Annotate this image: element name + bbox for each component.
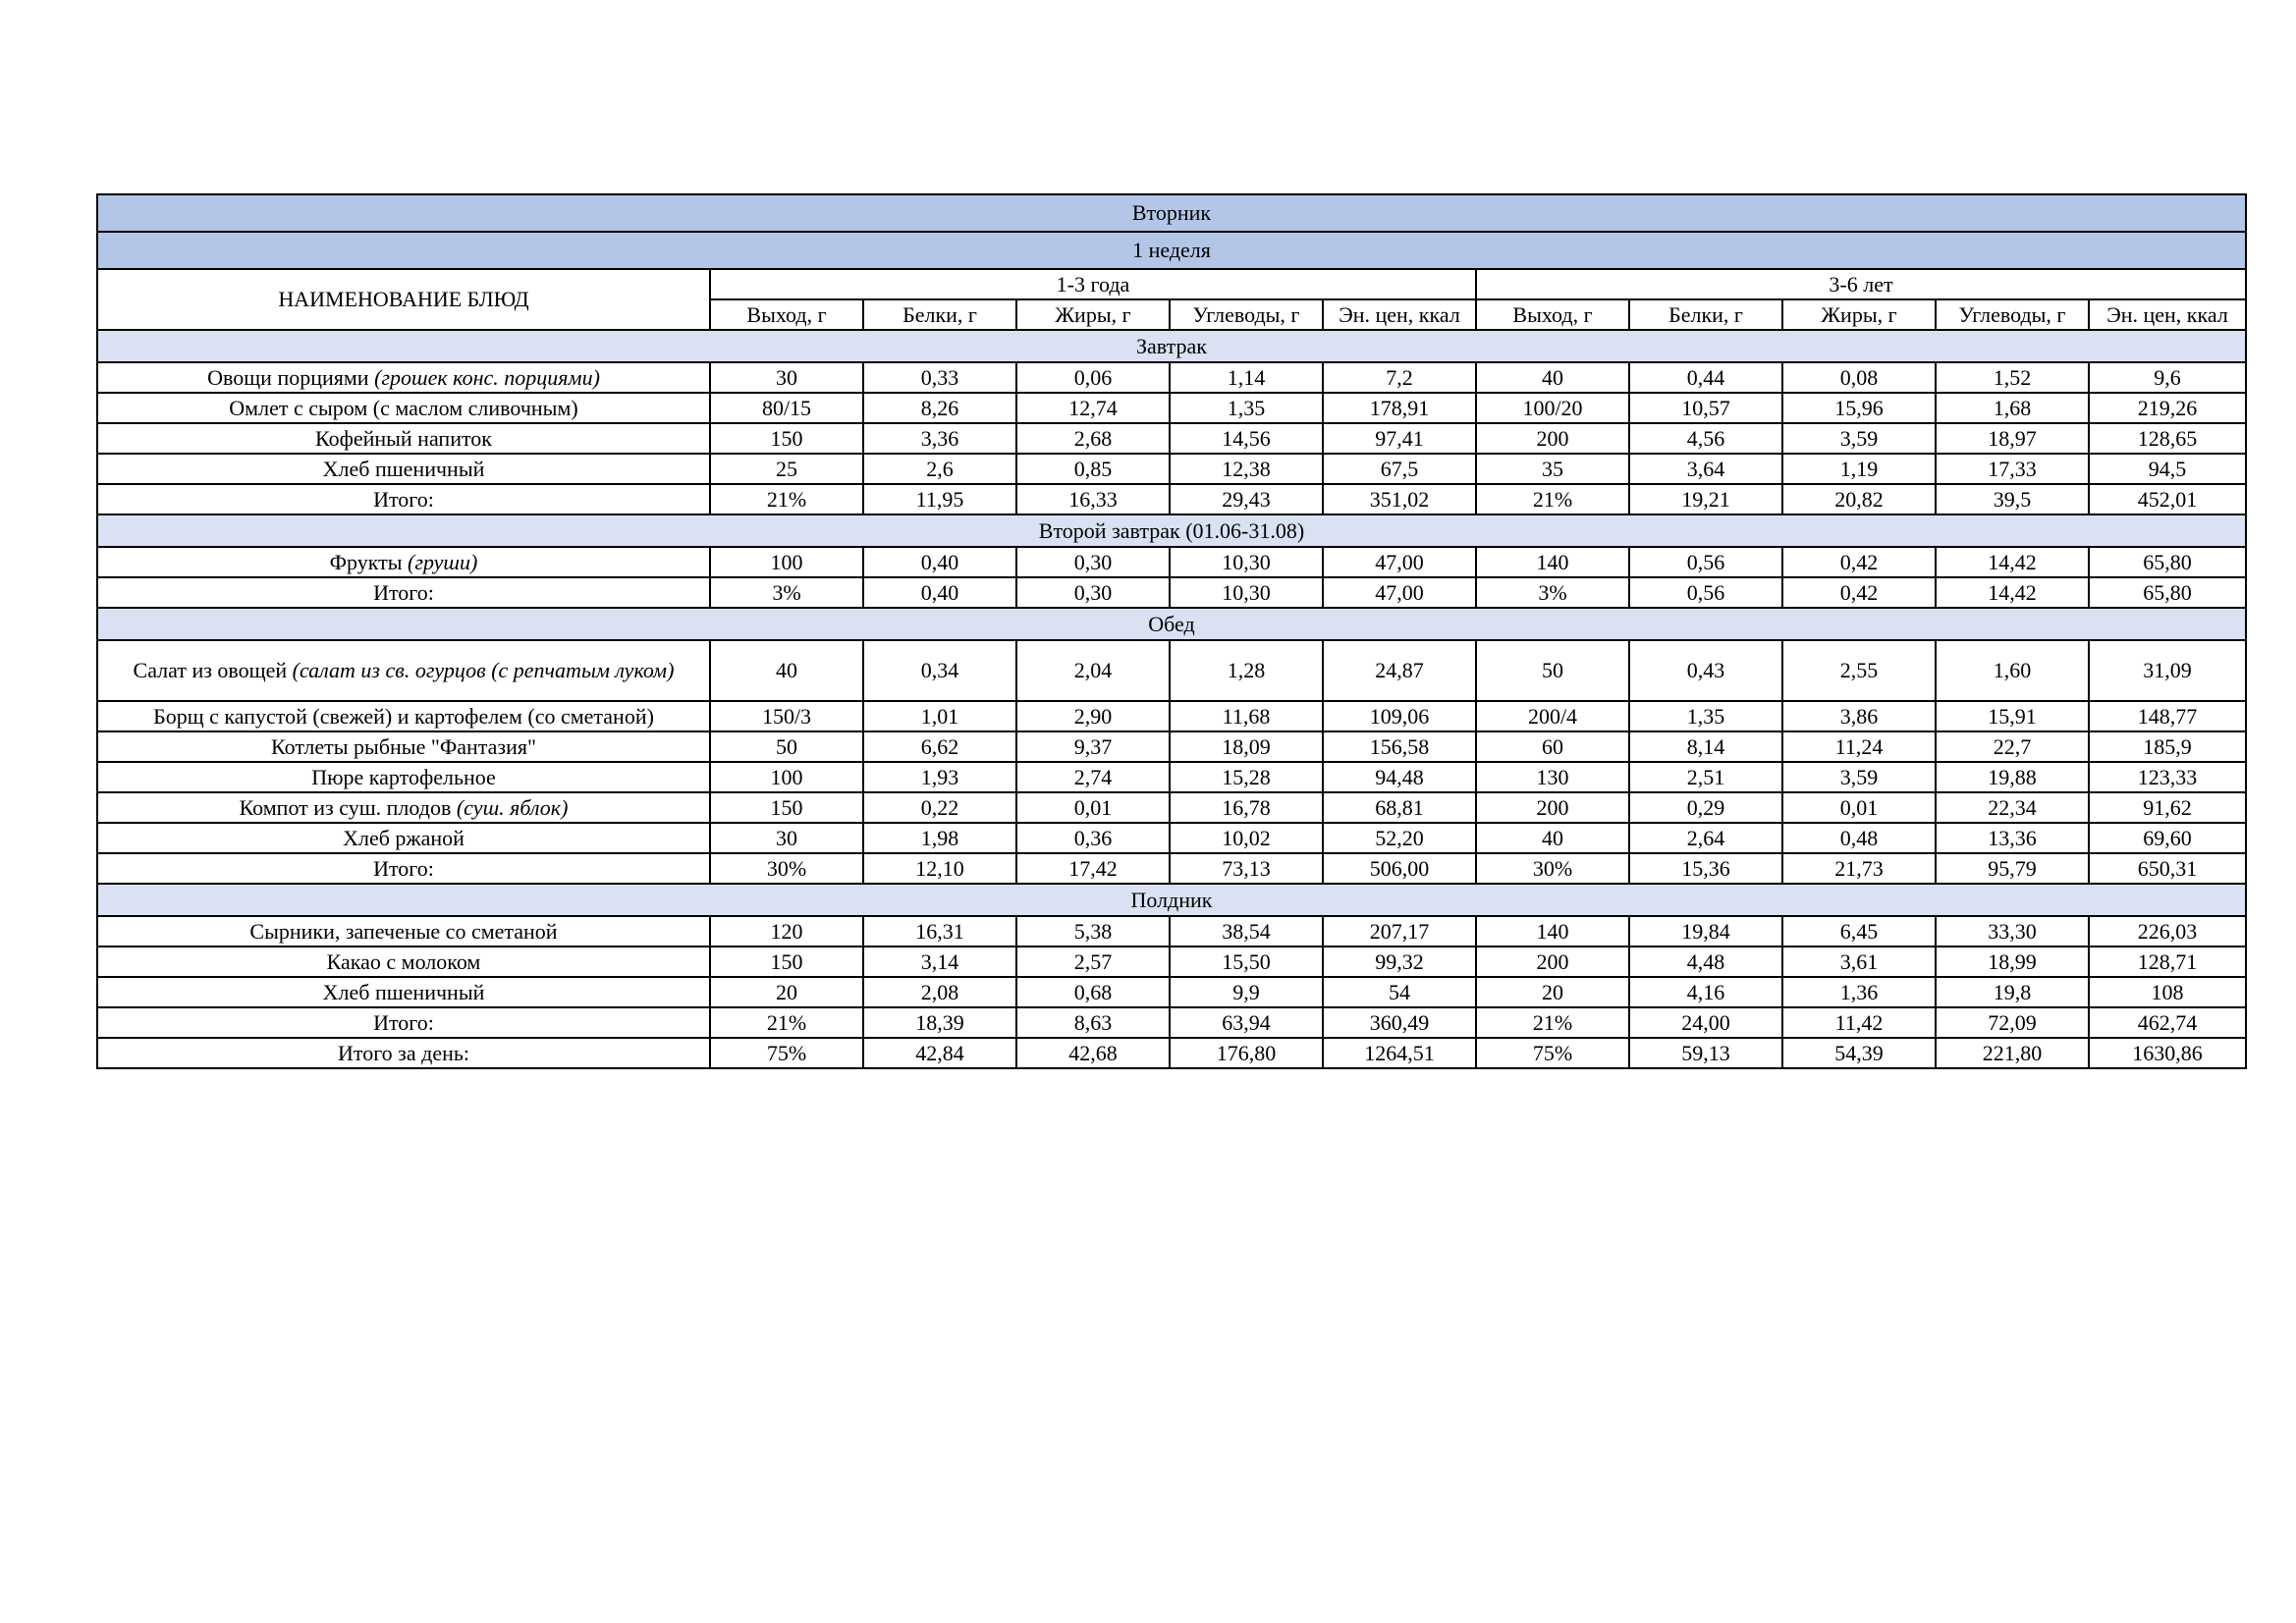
value-cell: 15,36	[1629, 853, 1782, 884]
yield-cell: 3%	[710, 577, 863, 608]
dish-name: Салат из овощей	[133, 658, 293, 682]
value-cell: 20,82	[1782, 484, 1936, 514]
value-cell: 0,30	[1016, 547, 1170, 577]
dish-name: Сырники, запеченые со сметаной	[249, 918, 558, 944]
value-cell: 1,98	[863, 823, 1016, 853]
value-cell: 3,59	[1782, 762, 1936, 792]
yield-cell: 130	[1476, 762, 1629, 792]
value-cell: 3,14	[863, 947, 1016, 977]
dish-name-cell	[97, 762, 710, 792]
meal-total-row	[97, 853, 2246, 884]
yield-cell: 60	[1476, 731, 1629, 762]
dish-row	[97, 640, 2246, 701]
value-cell: 63,94	[1170, 1007, 1323, 1038]
yield-cell: 140	[1476, 916, 1629, 947]
value-cell: 2,90	[1016, 701, 1170, 731]
value-cell: 19,8	[1936, 977, 2089, 1007]
value-cell: 128,65	[2089, 423, 2246, 454]
value-cell: 47,00	[1323, 577, 1476, 608]
meal-section-title: Обед	[97, 608, 2246, 640]
age-group-3-6: 3-6 лет	[1476, 269, 2246, 299]
dish-name: Хлеб пшеничный	[322, 979, 485, 1004]
dish-name-cell	[97, 823, 710, 853]
value-cell: 0,40	[863, 577, 1016, 608]
dish-name: Какао с молоком	[326, 948, 481, 974]
value-cell: 42,84	[863, 1038, 1016, 1068]
value-cell: 11,24	[1782, 731, 1936, 762]
total-label: Итого:	[97, 1007, 710, 1038]
value-cell: 94,5	[2089, 454, 2246, 484]
dish-name-cell	[97, 792, 710, 823]
value-cell: 10,02	[1170, 823, 1323, 853]
dish-name: Борщ с капустой (свежей) и картофелем (со сметаной)	[153, 703, 654, 729]
total-label: Итого:	[97, 853, 710, 884]
meal-section-title: Второй завтрак (01.06-31.08)	[97, 514, 2246, 547]
col-header-yield: Выход, г	[710, 299, 863, 330]
value-cell: 65,80	[2089, 547, 2246, 577]
yield-cell: 120	[710, 916, 863, 947]
yield-cell: 40	[1476, 362, 1629, 393]
yield-cell: 80/15	[710, 393, 863, 423]
dish-row	[97, 423, 2246, 454]
value-cell: 0,01	[1016, 792, 1170, 823]
value-cell: 178,91	[1323, 393, 1476, 423]
value-cell: 94,48	[1323, 762, 1476, 792]
value-cell: 59,13	[1629, 1038, 1782, 1068]
value-cell: 19,21	[1629, 484, 1782, 514]
value-cell: 72,09	[1936, 1007, 2089, 1038]
value-cell: 31,09	[2089, 640, 2246, 701]
value-cell: 18,97	[1936, 423, 2089, 454]
value-cell: 1,14	[1170, 362, 1323, 393]
dish-name-cell	[97, 977, 710, 1007]
value-cell: 14,42	[1936, 547, 2089, 577]
yield-cell: 30%	[710, 853, 863, 884]
value-cell: 12,74	[1016, 393, 1170, 423]
value-cell: 73,13	[1170, 853, 1323, 884]
value-cell: 6,45	[1782, 916, 1936, 947]
value-cell: 506,00	[1323, 853, 1476, 884]
value-cell: 226,03	[2089, 916, 2246, 947]
dish-row	[97, 454, 2246, 484]
age-group-row	[97, 269, 2246, 299]
value-cell: 123,33	[2089, 762, 2246, 792]
value-cell: 4,48	[1629, 947, 1782, 977]
dish-name-cell	[97, 731, 710, 762]
value-cell: 19,84	[1629, 916, 1782, 947]
value-cell: 15,28	[1170, 762, 1323, 792]
value-cell: 0,42	[1782, 577, 1936, 608]
value-cell: 9,37	[1016, 731, 1170, 762]
col-header-fat: Жиры, г	[1782, 299, 1936, 330]
yield-cell: 100	[710, 547, 863, 577]
yield-cell: 30%	[1476, 853, 1629, 884]
value-cell: 3,64	[1629, 454, 1782, 484]
value-cell: 7,2	[1323, 362, 1476, 393]
col-header-carbs: Углеводы, г	[1936, 299, 2089, 330]
dish-name: Хлеб пшеничный	[322, 456, 485, 481]
value-cell: 0,44	[1629, 362, 1782, 393]
value-cell: 2,57	[1016, 947, 1170, 977]
dish-name-cell	[97, 547, 710, 577]
value-cell: 0,06	[1016, 362, 1170, 393]
value-cell: 52,20	[1323, 823, 1476, 853]
value-cell: 8,14	[1629, 731, 1782, 762]
value-cell: 1,28	[1170, 640, 1323, 701]
dish-name-cell	[97, 454, 710, 484]
value-cell: 24,00	[1629, 1007, 1782, 1038]
value-cell: 0,43	[1629, 640, 1782, 701]
value-cell: 8,63	[1016, 1007, 1170, 1038]
dish-name: Кофейный напиток	[314, 425, 492, 451]
yield-cell: 30	[710, 823, 863, 853]
dish-note: (салат из св. огурцов (с репчатым луком)	[292, 658, 675, 682]
value-cell: 108	[2089, 977, 2246, 1007]
yield-cell: 200	[1476, 792, 1629, 823]
value-cell: 2,68	[1016, 423, 1170, 454]
value-cell: 19,88	[1936, 762, 2089, 792]
value-cell: 54	[1323, 977, 1476, 1007]
value-cell: 5,38	[1016, 916, 1170, 947]
value-cell: 452,01	[2089, 484, 2246, 514]
value-cell: 12,38	[1170, 454, 1323, 484]
value-cell: 69,60	[2089, 823, 2246, 853]
yield-cell: 40	[1476, 823, 1629, 853]
value-cell: 2,08	[863, 977, 1016, 1007]
value-cell: 15,96	[1782, 393, 1936, 423]
value-cell: 21,73	[1782, 853, 1936, 884]
value-cell: 67,5	[1323, 454, 1476, 484]
meal-total-row	[97, 577, 2246, 608]
value-cell: 54,39	[1782, 1038, 1936, 1068]
col-header-energy: Эн. цен, ккал	[2089, 299, 2246, 330]
value-cell: 9,9	[1170, 977, 1323, 1007]
meal-total-row	[97, 1007, 2246, 1038]
value-cell: 18,09	[1170, 731, 1323, 762]
col-header-yield: Выход, г	[1476, 299, 1629, 330]
value-cell: 22,7	[1936, 731, 2089, 762]
yield-cell: 200/4	[1476, 701, 1629, 731]
value-cell: 6,62	[863, 731, 1016, 762]
value-cell: 11,68	[1170, 701, 1323, 731]
value-cell: 12,10	[863, 853, 1016, 884]
value-cell: 3,36	[863, 423, 1016, 454]
value-cell: 15,50	[1170, 947, 1323, 977]
dish-row	[97, 977, 2246, 1007]
meal-section-row	[97, 884, 2246, 916]
value-cell: 0,30	[1016, 577, 1170, 608]
value-cell: 10,30	[1170, 547, 1323, 577]
yield-cell: 150	[710, 423, 863, 454]
value-cell: 0,48	[1782, 823, 1936, 853]
dish-row	[97, 792, 2246, 823]
value-cell: 1,60	[1936, 640, 2089, 701]
value-cell: 4,16	[1629, 977, 1782, 1007]
dish-note: (грошек конс. порциями)	[374, 364, 600, 390]
yield-cell: 25	[710, 454, 863, 484]
value-cell: 221,80	[1936, 1038, 2089, 1068]
value-cell: 0,42	[1782, 547, 1936, 577]
value-cell: 3,61	[1782, 947, 1936, 977]
col-header-carbs: Углеводы, г	[1170, 299, 1323, 330]
yield-cell: 150/3	[710, 701, 863, 731]
yield-cell: 100/20	[1476, 393, 1629, 423]
yield-cell: 40	[710, 640, 863, 701]
value-cell: 17,42	[1016, 853, 1170, 884]
value-cell: 1264,51	[1323, 1038, 1476, 1068]
dish-name-cell	[97, 362, 710, 393]
yield-cell: 20	[710, 977, 863, 1007]
yield-cell: 21%	[1476, 484, 1629, 514]
dish-name-cell	[97, 423, 710, 454]
day-total-label: Итого за день:	[97, 1038, 710, 1068]
value-cell: 4,56	[1629, 423, 1782, 454]
dish-row	[97, 393, 2246, 423]
value-cell: 0,22	[863, 792, 1016, 823]
dish-row	[97, 731, 2246, 762]
value-cell: 2,74	[1016, 762, 1170, 792]
yield-cell: 3%	[1476, 577, 1629, 608]
value-cell: 8,26	[863, 393, 1016, 423]
yield-cell: 140	[1476, 547, 1629, 577]
col-header-protein: Белки, г	[863, 299, 1016, 330]
meal-section-row	[97, 330, 2246, 362]
value-cell: 2,6	[863, 454, 1016, 484]
value-cell: 39,5	[1936, 484, 2089, 514]
total-label: Итого:	[97, 577, 710, 608]
dish-name: Пюре картофельное	[311, 764, 496, 789]
dish-row	[97, 823, 2246, 853]
value-cell: 24,87	[1323, 640, 1476, 701]
yield-cell: 75%	[710, 1038, 863, 1068]
value-cell: 1,36	[1782, 977, 1936, 1007]
value-cell: 148,77	[2089, 701, 2246, 731]
dish-row	[97, 362, 2246, 393]
value-cell: 10,57	[1629, 393, 1782, 423]
value-cell: 18,99	[1936, 947, 2089, 977]
value-cell: 16,78	[1170, 792, 1323, 823]
dish-name-cell	[97, 947, 710, 977]
yield-cell: 200	[1476, 947, 1629, 977]
day-total-row	[97, 1038, 2246, 1068]
value-cell: 14,42	[1936, 577, 2089, 608]
value-cell: 47,00	[1323, 547, 1476, 577]
value-cell: 65,80	[2089, 577, 2246, 608]
dish-name: Овощи порциями	[207, 364, 375, 390]
value-cell: 11,95	[863, 484, 1016, 514]
col-header-energy: Эн. цен, ккал	[1323, 299, 1476, 330]
yield-cell: 30	[710, 362, 863, 393]
yield-cell: 35	[1476, 454, 1629, 484]
value-cell: 15,91	[1936, 701, 2089, 731]
dish-name: Омлет с сыром (с маслом сливочным)	[229, 395, 578, 420]
value-cell: 0,29	[1629, 792, 1782, 823]
value-cell: 0,33	[863, 362, 1016, 393]
value-cell: 22,34	[1936, 792, 2089, 823]
value-cell: 2,04	[1016, 640, 1170, 701]
value-cell: 0,08	[1782, 362, 1936, 393]
value-cell: 11,42	[1782, 1007, 1936, 1038]
value-cell: 1,68	[1936, 393, 2089, 423]
value-cell: 3,59	[1782, 423, 1936, 454]
value-cell: 176,80	[1170, 1038, 1323, 1068]
dish-name-cell	[97, 916, 710, 947]
value-cell: 99,32	[1323, 947, 1476, 977]
value-cell: 1630,86	[2089, 1038, 2246, 1068]
value-cell: 3,86	[1782, 701, 1936, 731]
dish-note: (груши)	[408, 549, 478, 574]
value-cell: 17,33	[1936, 454, 2089, 484]
yield-cell: 100	[710, 762, 863, 792]
value-cell: 0,40	[863, 547, 1016, 577]
value-cell: 0,68	[1016, 977, 1170, 1007]
value-cell: 360,49	[1323, 1007, 1476, 1038]
dish-name: Компот из суш. плодов	[239, 794, 457, 820]
week-row	[97, 232, 2246, 269]
dish-name-cell	[97, 393, 710, 423]
dish-name: Котлеты рыбные "Фантазия"	[271, 733, 536, 759]
value-cell: 14,56	[1170, 423, 1323, 454]
value-cell: 462,74	[2089, 1007, 2246, 1038]
value-cell: 156,58	[1323, 731, 1476, 762]
yield-cell: 50	[710, 731, 863, 762]
dish-name: Фрукты	[329, 549, 409, 574]
dish-name-header: НАИМЕНОВАНИЕ БЛЮД	[97, 269, 710, 330]
value-cell: 2,64	[1629, 823, 1782, 853]
value-cell: 1,19	[1782, 454, 1936, 484]
value-cell: 13,36	[1936, 823, 2089, 853]
value-cell: 128,71	[2089, 947, 2246, 977]
title-row	[97, 194, 2246, 232]
value-cell: 10,30	[1170, 577, 1323, 608]
yield-cell: 75%	[1476, 1038, 1629, 1068]
value-cell: 351,02	[1323, 484, 1476, 514]
dish-name-cell	[97, 701, 710, 731]
yield-cell: 50	[1476, 640, 1629, 701]
value-cell: 16,31	[863, 916, 1016, 947]
value-cell: 219,26	[2089, 393, 2246, 423]
yield-cell: 21%	[710, 484, 863, 514]
value-cell: 38,54	[1170, 916, 1323, 947]
value-cell: 0,56	[1629, 547, 1782, 577]
yield-cell: 200	[1476, 423, 1629, 454]
dish-name: Хлеб ржаной	[343, 825, 465, 850]
meal-total-row	[97, 484, 2246, 514]
dish-row	[97, 701, 2246, 731]
value-cell: 9,6	[2089, 362, 2246, 393]
value-cell: 2,51	[1629, 762, 1782, 792]
yield-cell: 21%	[1476, 1007, 1629, 1038]
menu-table	[96, 193, 2247, 1069]
meal-section-title: Завтрак	[97, 330, 2246, 362]
age-group-1-3: 1-3 года	[710, 269, 1476, 299]
value-cell: 0,36	[1016, 823, 1170, 853]
value-cell: 650,31	[2089, 853, 2246, 884]
value-cell: 1,35	[1170, 393, 1323, 423]
value-cell: 1,52	[1936, 362, 2089, 393]
meal-section-row	[97, 514, 2246, 547]
dish-row	[97, 916, 2246, 947]
value-cell: 18,39	[863, 1007, 1016, 1038]
dish-name-cell	[97, 640, 710, 701]
day-title: Вторник	[97, 194, 2246, 232]
value-cell: 29,43	[1170, 484, 1323, 514]
value-cell: 207,17	[1323, 916, 1476, 947]
value-cell: 95,79	[1936, 853, 2089, 884]
dish-row	[97, 762, 2246, 792]
total-label: Итого:	[97, 484, 710, 514]
dish-row	[97, 947, 2246, 977]
value-cell: 42,68	[1016, 1038, 1170, 1068]
yield-cell: 150	[710, 947, 863, 977]
value-cell: 68,81	[1323, 792, 1476, 823]
yield-cell: 20	[1476, 977, 1629, 1007]
value-cell: 33,30	[1936, 916, 2089, 947]
value-cell: 185,9	[2089, 731, 2246, 762]
col-header-fat: Жиры, г	[1016, 299, 1170, 330]
value-cell: 0,85	[1016, 454, 1170, 484]
value-cell: 1,35	[1629, 701, 1782, 731]
meal-section-row	[97, 608, 2246, 640]
yield-cell: 150	[710, 792, 863, 823]
value-cell: 0,56	[1629, 577, 1782, 608]
week-title: 1 неделя	[97, 232, 2246, 269]
value-cell: 1,01	[863, 701, 1016, 731]
value-cell: 0,34	[863, 640, 1016, 701]
col-header-protein: Белки, г	[1629, 299, 1782, 330]
yield-cell: 21%	[710, 1007, 863, 1038]
value-cell: 16,33	[1016, 484, 1170, 514]
dish-row	[97, 547, 2246, 577]
value-cell: 2,55	[1782, 640, 1936, 701]
value-cell: 109,06	[1323, 701, 1476, 731]
dish-note: (суш. яблок)	[456, 794, 569, 820]
value-cell: 1,93	[863, 762, 1016, 792]
value-cell: 0,01	[1782, 792, 1936, 823]
value-cell: 91,62	[2089, 792, 2246, 823]
value-cell: 97,41	[1323, 423, 1476, 454]
meal-section-title: Полдник	[97, 884, 2246, 916]
